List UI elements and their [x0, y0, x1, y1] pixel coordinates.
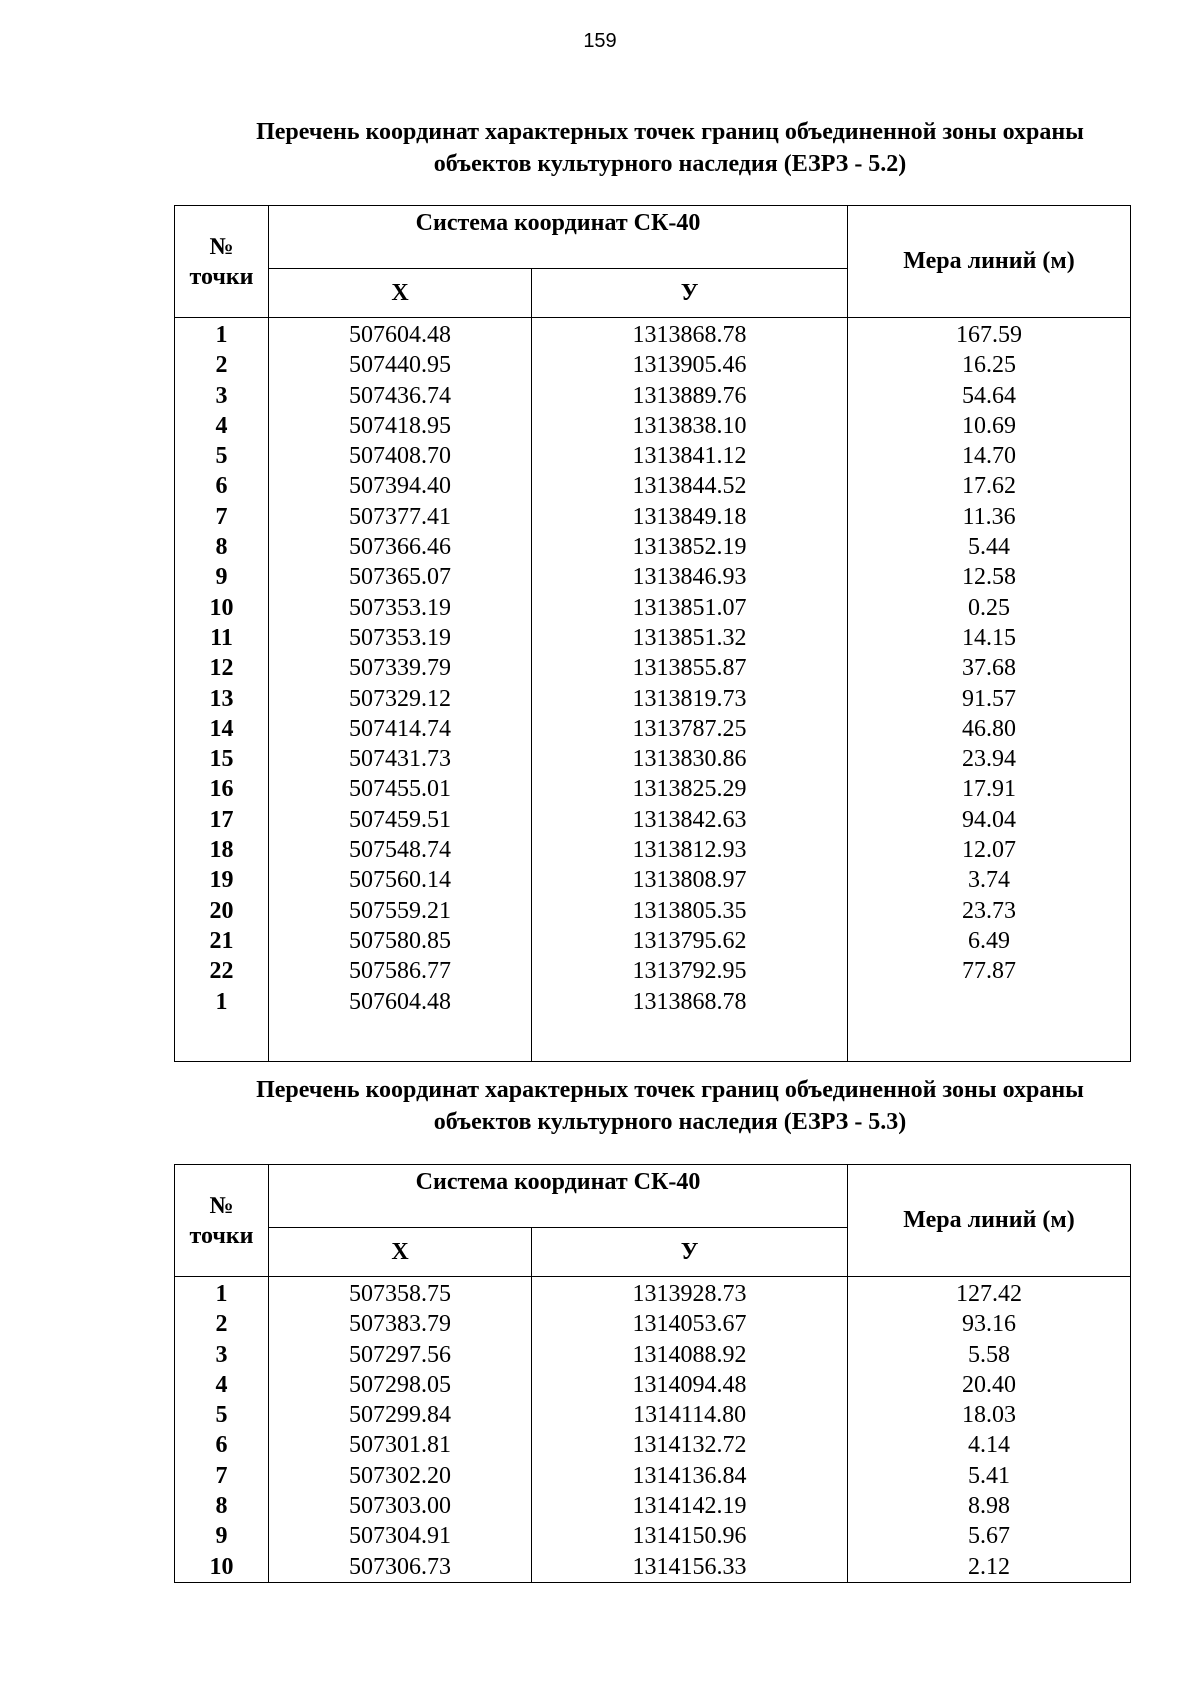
y-coordinate-cell: 1313849.18 — [532, 502, 848, 532]
point-number-cell: 14 — [175, 714, 269, 744]
x-coordinate-cell: 507548.74 — [269, 835, 532, 865]
table-row — [175, 684, 1131, 714]
table-row — [175, 1461, 1131, 1491]
x-coordinate-cell: 507418.95 — [269, 411, 532, 441]
point-number-cell: 18 — [175, 835, 269, 865]
y-coordinate-cell: 1313851.32 — [532, 623, 848, 653]
point-number-cell: 1 — [175, 1277, 269, 1310]
x-coordinate-cell: 507299.84 — [269, 1400, 532, 1430]
y-coordinate-cell: 1313905.46 — [532, 350, 848, 380]
header-line-length: Мера линий (м) — [848, 206, 1131, 318]
header-point-number: № точки — [175, 1165, 269, 1277]
y-coordinate-cell: 1313852.19 — [532, 532, 848, 562]
x-coordinate-cell: 507301.81 — [269, 1430, 532, 1460]
y-coordinate-cell: 1313825.29 — [532, 774, 848, 804]
y-coordinate-cell: 1313841.12 — [532, 441, 848, 471]
x-coordinate-cell: 507436.74 — [269, 381, 532, 411]
point-number-cell: 19 — [175, 865, 269, 895]
page-number: 159 — [583, 30, 617, 52]
x-coordinate-cell: 507560.14 — [269, 865, 532, 895]
header-y: У — [532, 1228, 848, 1277]
line-length-cell: 17.62 — [848, 471, 1131, 501]
empty-cell — [175, 1017, 269, 1062]
point-number-cell: 5 — [175, 1400, 269, 1430]
x-coordinate-cell: 507365.07 — [269, 562, 532, 592]
point-number-cell: 1 — [175, 318, 269, 351]
x-coordinate-cell: 507383.79 — [269, 1309, 532, 1339]
section-title-ezrz-5-3 — [150, 1074, 1190, 1138]
x-coordinate-cell: 507298.05 — [269, 1370, 532, 1400]
y-coordinate-cell: 1314094.48 — [532, 1370, 848, 1400]
x-coordinate-cell: 507559.21 — [269, 896, 532, 926]
line-length-cell: 11.36 — [848, 502, 1131, 532]
point-number-cell: 6 — [175, 1430, 269, 1460]
y-coordinate-cell: 1313842.63 — [532, 805, 848, 835]
x-coordinate-cell: 507329.12 — [269, 684, 532, 714]
line-length-cell: 77.87 — [848, 956, 1131, 986]
table-row — [175, 562, 1131, 592]
empty-cell — [848, 1017, 1131, 1062]
table-row — [175, 1309, 1131, 1339]
empty-cell — [269, 1017, 532, 1062]
table-row — [175, 865, 1131, 895]
x-coordinate-cell: 507455.01 — [269, 774, 532, 804]
empty-cell — [532, 1017, 848, 1062]
y-coordinate-cell: 1313819.73 — [532, 684, 848, 714]
table-row — [175, 623, 1131, 653]
table-row — [175, 987, 1131, 1017]
header-coordinate-system: Система координат СК-40 — [269, 206, 848, 269]
x-coordinate-cell: 507297.56 — [269, 1340, 532, 1370]
point-number-cell: 7 — [175, 502, 269, 532]
x-coordinate-cell: 507377.41 — [269, 502, 532, 532]
point-number-cell: 16 — [175, 774, 269, 804]
y-coordinate-cell: 1313851.07 — [532, 593, 848, 623]
line-length-cell: 127.42 — [848, 1277, 1131, 1310]
table-row-empty — [175, 1017, 1131, 1062]
header-x: Х — [269, 1228, 532, 1277]
table-row — [175, 653, 1131, 683]
line-length-cell: 5.44 — [848, 532, 1131, 562]
table-row — [175, 805, 1131, 835]
table-row — [175, 1521, 1131, 1551]
point-number-cell: 20 — [175, 896, 269, 926]
point-number-cell: 8 — [175, 532, 269, 562]
line-length-cell: 37.68 — [848, 653, 1131, 683]
y-coordinate-cell: 1313868.78 — [532, 318, 848, 351]
line-length-cell: 2.12 — [848, 1552, 1131, 1583]
table-row — [175, 1430, 1131, 1460]
line-length-cell: 94.04 — [848, 805, 1131, 835]
point-number-cell: 2 — [175, 1309, 269, 1339]
line-length-cell: 91.57 — [848, 684, 1131, 714]
table-row — [175, 381, 1131, 411]
y-coordinate-cell: 1314150.96 — [532, 1521, 848, 1551]
line-length-cell: 20.40 — [848, 1370, 1131, 1400]
y-coordinate-cell: 1314053.67 — [532, 1309, 848, 1339]
line-length-cell: 0.25 — [848, 593, 1131, 623]
point-number-cell: 7 — [175, 1461, 269, 1491]
y-coordinate-cell: 1313830.86 — [532, 744, 848, 774]
table-row — [175, 1400, 1131, 1430]
point-number-cell: 10 — [175, 1552, 269, 1583]
x-coordinate-cell: 507431.73 — [269, 744, 532, 774]
table-row — [175, 350, 1131, 380]
y-coordinate-cell: 1313805.35 — [532, 896, 848, 926]
coordinates-table-ezrz-5-3 — [174, 1164, 1131, 1583]
line-length-cell: 5.41 — [848, 1461, 1131, 1491]
line-length-cell: 46.80 — [848, 714, 1131, 744]
y-coordinate-cell: 1314132.72 — [532, 1430, 848, 1460]
y-coordinate-cell: 1313812.93 — [532, 835, 848, 865]
line-length-cell: 16.25 — [848, 350, 1131, 380]
section-title-line: объектов культурного наследия (ЕЗРЗ - 5.3) — [433, 1109, 907, 1135]
y-coordinate-cell: 1313844.52 — [532, 471, 848, 501]
line-length-cell: 10.69 — [848, 411, 1131, 441]
header-coordinate-system: Система координат СК-40 — [269, 1165, 848, 1228]
line-length-cell: 4.14 — [848, 1430, 1131, 1460]
table-row — [175, 318, 1131, 351]
y-coordinate-cell: 1313846.93 — [532, 562, 848, 592]
header-point-number: № точки — [175, 206, 269, 318]
section-title-line: объектов культурного наследия (ЕЗРЗ - 5.2) — [433, 151, 907, 177]
table-row — [175, 1552, 1131, 1583]
y-coordinate-cell: 1313838.10 — [532, 411, 848, 441]
line-length-cell: 54.64 — [848, 381, 1131, 411]
y-coordinate-cell: 1313792.95 — [532, 956, 848, 986]
point-number-cell: 4 — [175, 411, 269, 441]
x-coordinate-cell: 507358.75 — [269, 1277, 532, 1310]
table-row — [175, 1370, 1131, 1400]
x-coordinate-cell: 507353.19 — [269, 623, 532, 653]
line-length-cell: 6.49 — [848, 926, 1131, 956]
point-number-cell: 22 — [175, 956, 269, 986]
point-number-cell: 15 — [175, 744, 269, 774]
x-coordinate-cell: 507306.73 — [269, 1552, 532, 1583]
point-number-cell: 8 — [175, 1491, 269, 1521]
table-row — [175, 1491, 1131, 1521]
line-length-cell: 93.16 — [848, 1309, 1131, 1339]
coordinates-table-ezrz-5-2 — [174, 205, 1131, 1062]
point-number-cell: 9 — [175, 562, 269, 592]
section-title-line: Перечень координат характерных точек границ объединенной зоны охраны — [256, 1077, 1084, 1103]
table-row — [175, 593, 1131, 623]
y-coordinate-cell: 1314142.19 — [532, 1491, 848, 1521]
x-coordinate-cell: 507366.46 — [269, 532, 532, 562]
y-coordinate-cell: 1313787.25 — [532, 714, 848, 744]
y-coordinate-cell: 1313795.62 — [532, 926, 848, 956]
table-row — [175, 441, 1131, 471]
y-coordinate-cell: 1313889.76 — [532, 381, 848, 411]
point-number-cell: 4 — [175, 1370, 269, 1400]
table-row — [175, 411, 1131, 441]
y-coordinate-cell: 1313808.97 — [532, 865, 848, 895]
y-coordinate-cell: 1314088.92 — [532, 1340, 848, 1370]
x-coordinate-cell: 507304.91 — [269, 1521, 532, 1551]
point-number-cell: 6 — [175, 471, 269, 501]
section-title-line: Перечень координат характерных точек границ объединенной зоны охраны — [256, 119, 1084, 145]
line-length-cell: 14.15 — [848, 623, 1131, 653]
section-title-ezrz-5-2 — [150, 116, 1190, 180]
x-coordinate-cell: 507459.51 — [269, 805, 532, 835]
y-coordinate-cell: 1314136.84 — [532, 1461, 848, 1491]
point-number-cell: 3 — [175, 381, 269, 411]
x-coordinate-cell: 507414.74 — [269, 714, 532, 744]
table-row — [175, 896, 1131, 926]
point-number-cell: 9 — [175, 1521, 269, 1551]
line-length-cell: 5.58 — [848, 1340, 1131, 1370]
point-number-cell: 17 — [175, 805, 269, 835]
y-coordinate-cell: 1313868.78 — [532, 987, 848, 1017]
x-coordinate-cell: 507604.48 — [269, 318, 532, 351]
line-length-cell: 8.98 — [848, 1491, 1131, 1521]
point-number-cell: 11 — [175, 623, 269, 653]
table-row — [175, 471, 1131, 501]
line-length-cell: 14.70 — [848, 441, 1131, 471]
x-coordinate-cell: 507353.19 — [269, 593, 532, 623]
line-length-cell: 23.94 — [848, 744, 1131, 774]
point-number-cell: 1 — [175, 987, 269, 1017]
point-number-cell: 12 — [175, 653, 269, 683]
table-row — [175, 956, 1131, 986]
header-x: Х — [269, 269, 532, 318]
y-coordinate-cell: 1313928.73 — [532, 1277, 848, 1310]
header-y: У — [532, 269, 848, 318]
point-number-cell: 21 — [175, 926, 269, 956]
line-length-cell — [848, 987, 1131, 1017]
line-length-cell: 23.73 — [848, 896, 1131, 926]
line-length-cell: 12.07 — [848, 835, 1131, 865]
line-length-cell: 12.58 — [848, 562, 1131, 592]
point-number-cell: 10 — [175, 593, 269, 623]
y-coordinate-cell: 1314156.33 — [532, 1552, 848, 1583]
y-coordinate-cell: 1313855.87 — [532, 653, 848, 683]
table-row — [175, 1340, 1131, 1370]
line-length-cell: 3.74 — [848, 865, 1131, 895]
y-coordinate-cell: 1314114.80 — [532, 1400, 848, 1430]
table-row — [175, 835, 1131, 865]
table-row — [175, 774, 1131, 804]
line-length-cell: 5.67 — [848, 1521, 1131, 1551]
table-row — [175, 532, 1131, 562]
table-row — [175, 1277, 1131, 1310]
header-line-length: Мера линий (м) — [848, 1165, 1131, 1277]
table-row — [175, 714, 1131, 744]
point-number-cell: 13 — [175, 684, 269, 714]
point-number-cell: 3 — [175, 1340, 269, 1370]
table-row — [175, 926, 1131, 956]
line-length-cell: 167.59 — [848, 318, 1131, 351]
x-coordinate-cell: 507604.48 — [269, 987, 532, 1017]
x-coordinate-cell: 507303.00 — [269, 1491, 532, 1521]
table-row — [175, 744, 1131, 774]
point-number-cell: 5 — [175, 441, 269, 471]
line-length-cell: 17.91 — [848, 774, 1131, 804]
line-length-cell: 18.03 — [848, 1400, 1131, 1430]
table-row — [175, 502, 1131, 532]
x-coordinate-cell: 507394.40 — [269, 471, 532, 501]
x-coordinate-cell: 507408.70 — [269, 441, 532, 471]
point-number-cell: 2 — [175, 350, 269, 380]
x-coordinate-cell: 507302.20 — [269, 1461, 532, 1491]
x-coordinate-cell: 507586.77 — [269, 956, 532, 986]
x-coordinate-cell: 507339.79 — [269, 653, 532, 683]
x-coordinate-cell: 507580.85 — [269, 926, 532, 956]
x-coordinate-cell: 507440.95 — [269, 350, 532, 380]
